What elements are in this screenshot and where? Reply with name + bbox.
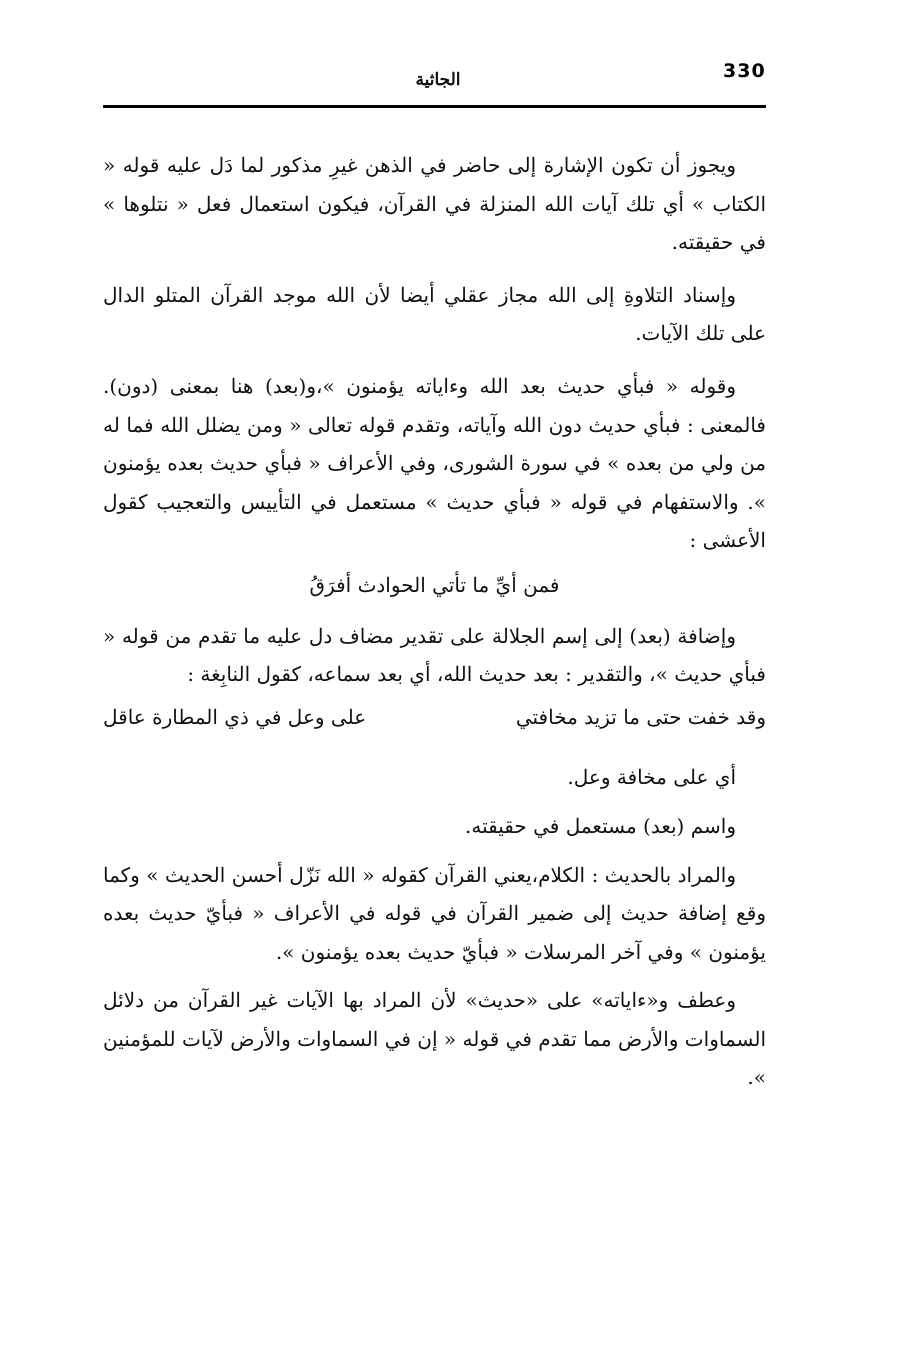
poetry-verse-nabigha <box>103 698 766 737</box>
running-title: الجاثية <box>415 70 461 90</box>
verse-second-hemistich: على وعل في ذي المطارة عاقل <box>103 704 367 729</box>
paragraph-spacer <box>103 971 766 981</box>
paragraph-spacer <box>103 262 766 276</box>
header-rule <box>103 105 766 108</box>
verse-first-hemistich: وقد خفت حتى ما تزيد مخافتي <box>515 704 766 729</box>
paragraph-spacer <box>103 797 766 807</box>
paragraph-spacer <box>103 846 766 856</box>
paragraph-1: ويجوز أن تكون الإشارة إلى حاضر في الذهن غيرِ مذكور لما دَل عليه قوله « الكتاب » أي تلك آيات الله المنزلة في القرآن، فيكون استعمال فعل « نتلوها » في حقيقته. <box>103 153 766 255</box>
poetry-verse-alasha: فمن أيِّ ما تأتي الحوادث أفرَقُ <box>309 572 560 597</box>
page-header <box>103 58 765 98</box>
paragraph-spacer <box>103 748 766 758</box>
paragraph-7: والمراد بالحديث : الكلام،يعني القرآن كقوله « الله نَزّل أحسن الحديث » وكما وقع إضافة حديث إلى ضمير القرآن في قوله في الأعراف « فبأيّ حديث بعده يؤمنون » وفي آخر المرسلات « فبأيّ حديث بعده يؤمنون ». <box>103 862 766 964</box>
paragraph-2: وإسناد التلاوةِ إلى الله مجاز عقلي أيضا لأن الله موجد القرآن المتلو الدال على تلك الآيات. <box>103 282 766 346</box>
page-number: 330 <box>723 60 766 82</box>
paragraph-8: وعطف و«ءاياته» على «حديث» لأن المراد بها الآيات غير القرآن من دلائل السماوات والأرض مما تقدم في قوله « إن في السماوات والأرض لآيات للمؤمنين ». <box>103 988 766 1090</box>
page-body <box>103 146 766 1097</box>
paragraph-6: واسم (بعد) مستعمل في حقيقته. <box>465 813 736 838</box>
paragraph-4: وإضافة (بعد) إلى إسم الجلالة على تقدير مضاف دل عليه ما تقدم من قوله « فبأي حديث »، والتقدير : بعد حديث الله، أي بعد سماعه، كقول النابِغة : <box>103 623 766 687</box>
paragraph-spacer <box>103 353 766 367</box>
paragraph-3: وقوله « فبأي حديث بعد الله وءاياته يؤمنون »،و(بعد) هنا بمعنى (دون). فالمعنى : فبأي حديث دون الله وآياته، وتقدم قوله تعالى « ومن يضلل الله فما له من ولي من بعده » في سورة الشورى، وفي الأعراف « فبأي حديث بعده يؤمنون ». والاستفهام في قوله « فبأي حديث » مستعمل في التأييس والتعجيب كقول الأعشى : <box>103 373 766 553</box>
paragraph-5: أي على مخافة وعل. <box>567 765 736 790</box>
